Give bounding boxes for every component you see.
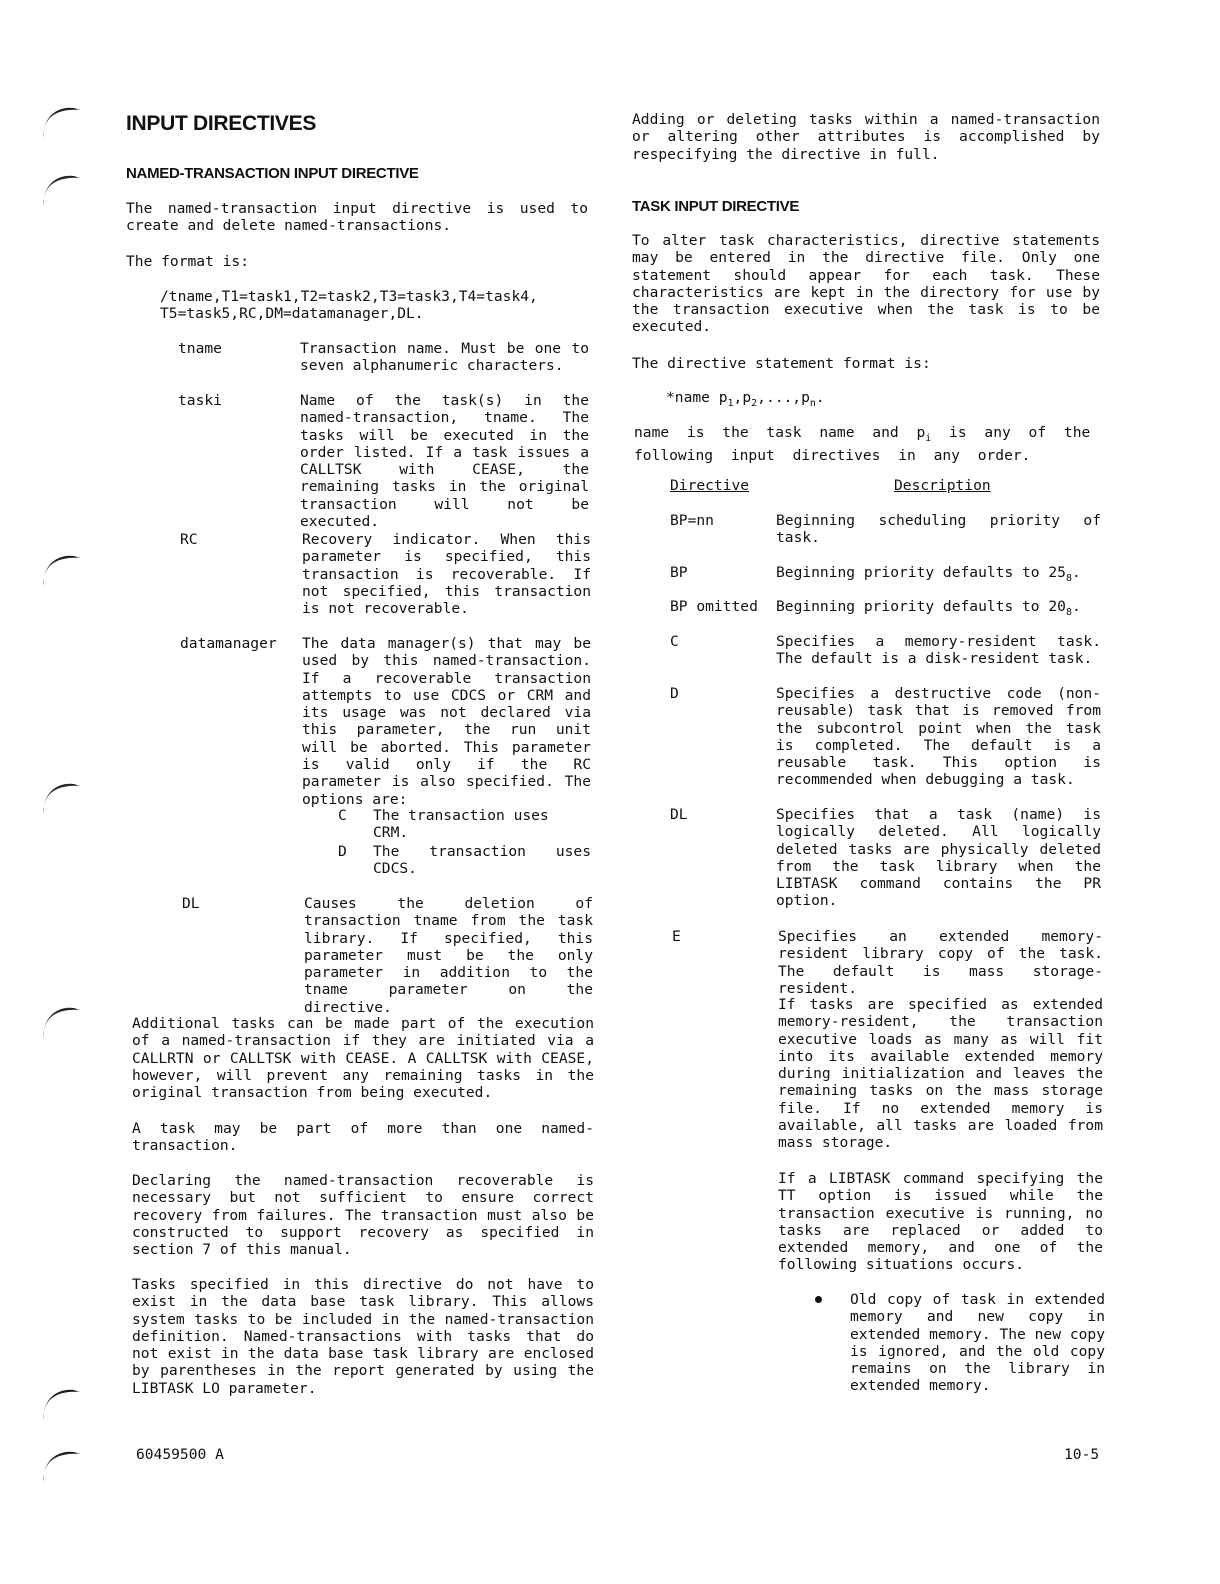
param-description: Causes the deletion of transaction tname from the task library. If specified, this parameter must be the only parameter in addition to the tname parameter on the directive. [304,895,593,1016]
body-paragraph: Tasks specified in this directive do not have to exist in the data base task library. This allows system tasks to be included in the named-transaction definition. Named-transactions with tasks that do not exist in the data base task library are enclosed by parentheses in the report generated by using the LIBTASK LO parameter. [132,1276,594,1397]
page-title: INPUT DIRECTIVES [126,112,317,135]
binder-hole-mark [40,1444,86,1484]
directive-description: Specifies a destructive code (non-reusable) task that is removed from the subcontrol point when the task is completed. The default is a reusable task. This option is recommended when debugging a task. [776,685,1101,789]
param-term: taski [178,392,222,409]
option-code: D [338,843,347,860]
directive-code: DL [670,806,688,823]
document-number: 60459500 A [136,1446,224,1463]
directive-description: Specifies an extended memory-resident library copy of the task. The default is mass storage-resident. [778,928,1103,997]
directive-code: BP=nn [670,512,714,529]
format-label: The format is: [126,253,250,270]
format-label: The directive statement format is: [632,355,931,372]
option-code: C [338,807,347,824]
body-paragraph: If tasks are specified as extended memory-resident, the transaction executive loads as many as will fit into its available extended memory during initialization and leaves the remaining tasks on the mass storage file. If no extended memory is available, all tasks are loaded from mass storage. [778,996,1103,1152]
intro-paragraph: Adding or deleting tasks within a named-transaction or altering other attributes is accomplished by respecifying the directive in full. [632,111,1100,163]
directive-code: BP [670,564,688,581]
param-description: The data manager(s) that may be used by this named-transaction. If a recoverable transaction attempts to use CDCS or CRM and its usage was not declared via this parameter, the run unit will be aborted. This parameter is valid only if the RC parameter is also specified. The options are: [302,635,591,808]
param-term: tname [178,340,222,357]
name-description: name is the task name and $p_i$ is any of the following input directives in any order. [634,424,1091,465]
body-paragraph: If a LIBTASK command specifying the TT option is issued while the transaction executive is running, no tasks are replaced or added to extended memory, and one of the following situations occurs. [778,1170,1103,1274]
binder-hole-mark [40,776,86,816]
directive-code: BP omitted [670,598,758,615]
directive-description: Beginning priority defaults to $25_8$. [776,564,1081,584]
binder-hole-mark [40,548,86,588]
directive-code: C [670,633,679,650]
directive-code: D [670,685,679,702]
body-paragraph: A task may be part of more than one named-transaction. [132,1120,594,1155]
param-description: Transaction name. Must be one to seven alphanumeric characters. [300,340,589,375]
directive-description: Specifies a memory-resident task. The default is a disk-resident task. [776,633,1101,668]
option-description: The transaction uses CDCS. [373,843,591,878]
format-line: T5=task5,RC,DM=datamanager,DL. [160,305,424,322]
body-paragraph: Declaring the named-transaction recoverable is necessary but not sufficient to ensure correct recovery from failures. The transaction must also be constructed to support recovery as specified in section 7 of this manual. [132,1172,594,1259]
param-term: RC [180,531,198,548]
body-paragraph: To alter task characteristics, directive statements may be entered in the directive file. Only one statement should appear for each task. These characteristics are kept in the directory for use by the transaction executive when the task is to be executed. [632,232,1100,336]
section-heading: TASK INPUT DIRECTIVE [632,198,800,215]
binder-hole-mark [40,100,86,140]
binder-hole-mark [40,1382,86,1422]
param-description: Recovery indicator. When this parameter is specified, this transaction is recoverable. If not specified, this transaction is not recoverable. [302,531,591,618]
column-header-directive: Directive [670,477,750,494]
param-term: DL [182,895,200,912]
section-heading: NAMED-TRANSACTION INPUT DIRECTIVE [126,165,419,182]
directive-code: E [672,928,681,945]
directive-description: Specifies that a task (name) is logically deleted. All logically deleted tasks are physically deleted from the task library when the LIBTASK command contains the PR option. [776,806,1101,910]
format-line: /tname,T1=task1,T2=task2,T3=task3,T4=task4, [160,288,538,305]
binder-hole-mark [40,1000,86,1040]
format-statement: *name $p_1,p_2,...,p_n$. [666,389,825,409]
bullet-item: Old copy of task in extended memory and new copy in extended memory. The new copy is ignored, and the old copy remains on the library in extended memory. [850,1291,1105,1395]
directive-description: Beginning priority defaults to $20_8$. [776,598,1081,618]
option-description: The transaction uses CRM. [373,807,549,842]
body-paragraph: Additional tasks can be made part of the execution of a named-transaction if they are initiated via a CALLRTN or CALLTSK with CEASE. A CALLTSK with CEASE, however, will prevent any remaining tasks in the original transaction from being executed. [132,1015,594,1102]
page-number: 10-5 [1064,1446,1100,1463]
directive-description: Beginning scheduling priority of task. [776,512,1101,547]
param-description: Name of the task(s) in the named-transaction, tname. The tasks will be executed in the order listed. If a task issues a CALLTSK with CEASE, the remaining tasks in the original transaction will not be executed. [300,392,589,531]
column-header-description: Description [894,477,991,494]
param-term: datamanager [180,635,277,652]
bullet-icon [815,1296,822,1303]
intro-paragraph: The named-transaction input directive is used to create and delete named-transactions. [126,200,588,235]
binder-hole-mark [40,168,86,208]
